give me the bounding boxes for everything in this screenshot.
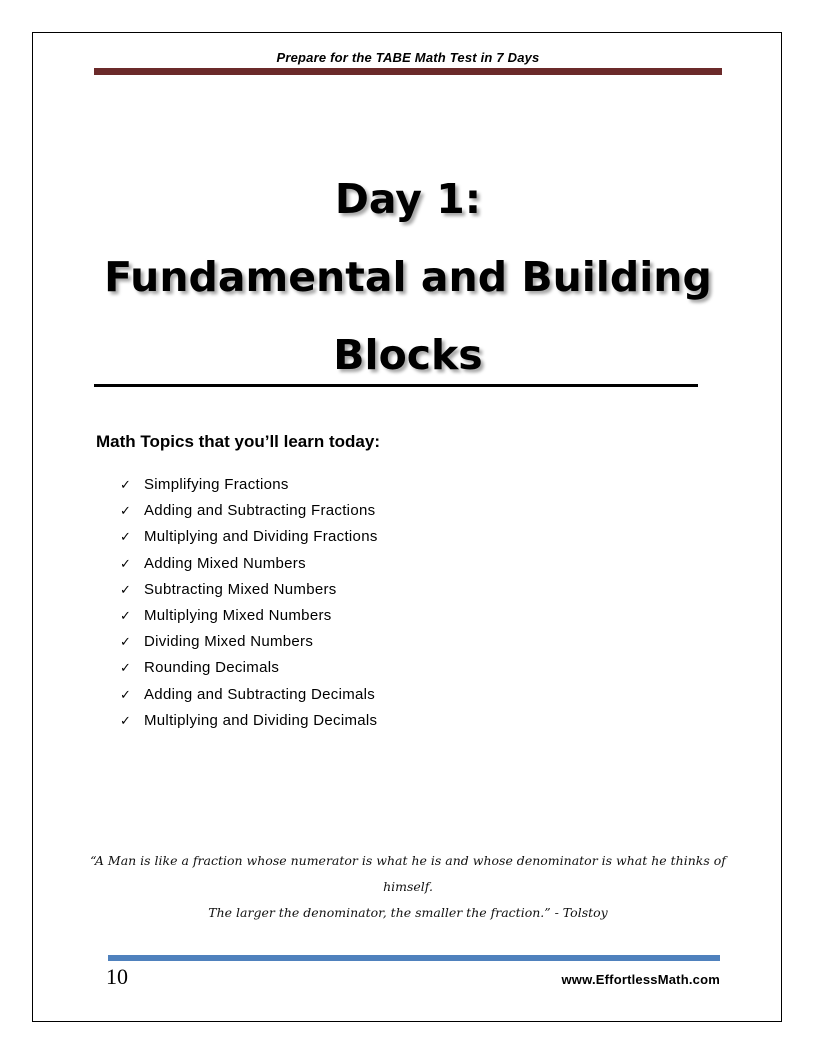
list-item (120, 551, 378, 577)
topic-label: Multiplying Mixed Numbers (144, 606, 332, 624)
page-number: 10 (106, 964, 128, 989)
quote-line-2: The larger the denominator, the smaller the fraction.” - Tolstoy (208, 905, 608, 920)
tolstoy-quote (70, 848, 746, 926)
list-item (120, 682, 378, 708)
checkmark-icon: ✓ (120, 504, 132, 520)
checkmark-icon: ✓ (120, 556, 132, 572)
checkmark-icon: ✓ (120, 713, 132, 729)
topic-label: Multiplying and Dividing Fractions (144, 528, 378, 546)
list-item (120, 603, 378, 629)
footer-rule (108, 955, 720, 961)
running-header: Prepare for the TABE Math Test in 7 Days (276, 50, 540, 65)
topic-label: Rounding Decimals (144, 659, 280, 677)
topic-label: Adding and Subtracting Fractions (144, 502, 376, 520)
list-item (120, 708, 378, 734)
checkmark-icon: ✓ (120, 661, 132, 677)
website-link[interactable]: www.EffortlessMath.com (561, 972, 720, 987)
chapter-title-line-1: Day 1: (334, 175, 482, 223)
topic-label: Dividing Mixed Numbers (144, 633, 314, 651)
list-item (120, 629, 378, 655)
header-rule (94, 68, 722, 75)
topic-label: Simplifying Fractions (144, 476, 289, 493)
list-item (120, 655, 378, 681)
chapter-title-line-2: Fundamental and Building (104, 253, 712, 301)
title-rule (94, 384, 698, 387)
topic-label: Adding and Subtracting Decimals (144, 685, 376, 703)
quote-line-1: “A Man is like a fraction whose numerator is what he is and whose denominator is what he thinks of himself. (90, 853, 726, 894)
chapter-title-line-3: Blocks (333, 331, 483, 379)
topics-list (120, 472, 378, 734)
checkmark-icon: ✓ (120, 687, 132, 703)
checkmark-icon: ✓ (120, 530, 132, 546)
list-item (120, 498, 378, 524)
chapter-title (94, 160, 722, 394)
list-item (120, 577, 378, 603)
checkmark-icon: ✓ (120, 635, 132, 651)
list-item (120, 524, 378, 550)
list-item (120, 472, 378, 498)
topics-heading: Math Topics that you’ll learn today: (96, 432, 380, 451)
checkmark-icon: ✓ (120, 478, 132, 493)
topic-label: Adding Mixed Numbers (144, 554, 306, 572)
topic-label: Multiplying and Dividing Decimals (144, 711, 378, 729)
topic-label: Subtracting Mixed Numbers (144, 580, 337, 598)
checkmark-icon: ✓ (120, 582, 132, 598)
checkmark-icon: ✓ (120, 608, 132, 624)
